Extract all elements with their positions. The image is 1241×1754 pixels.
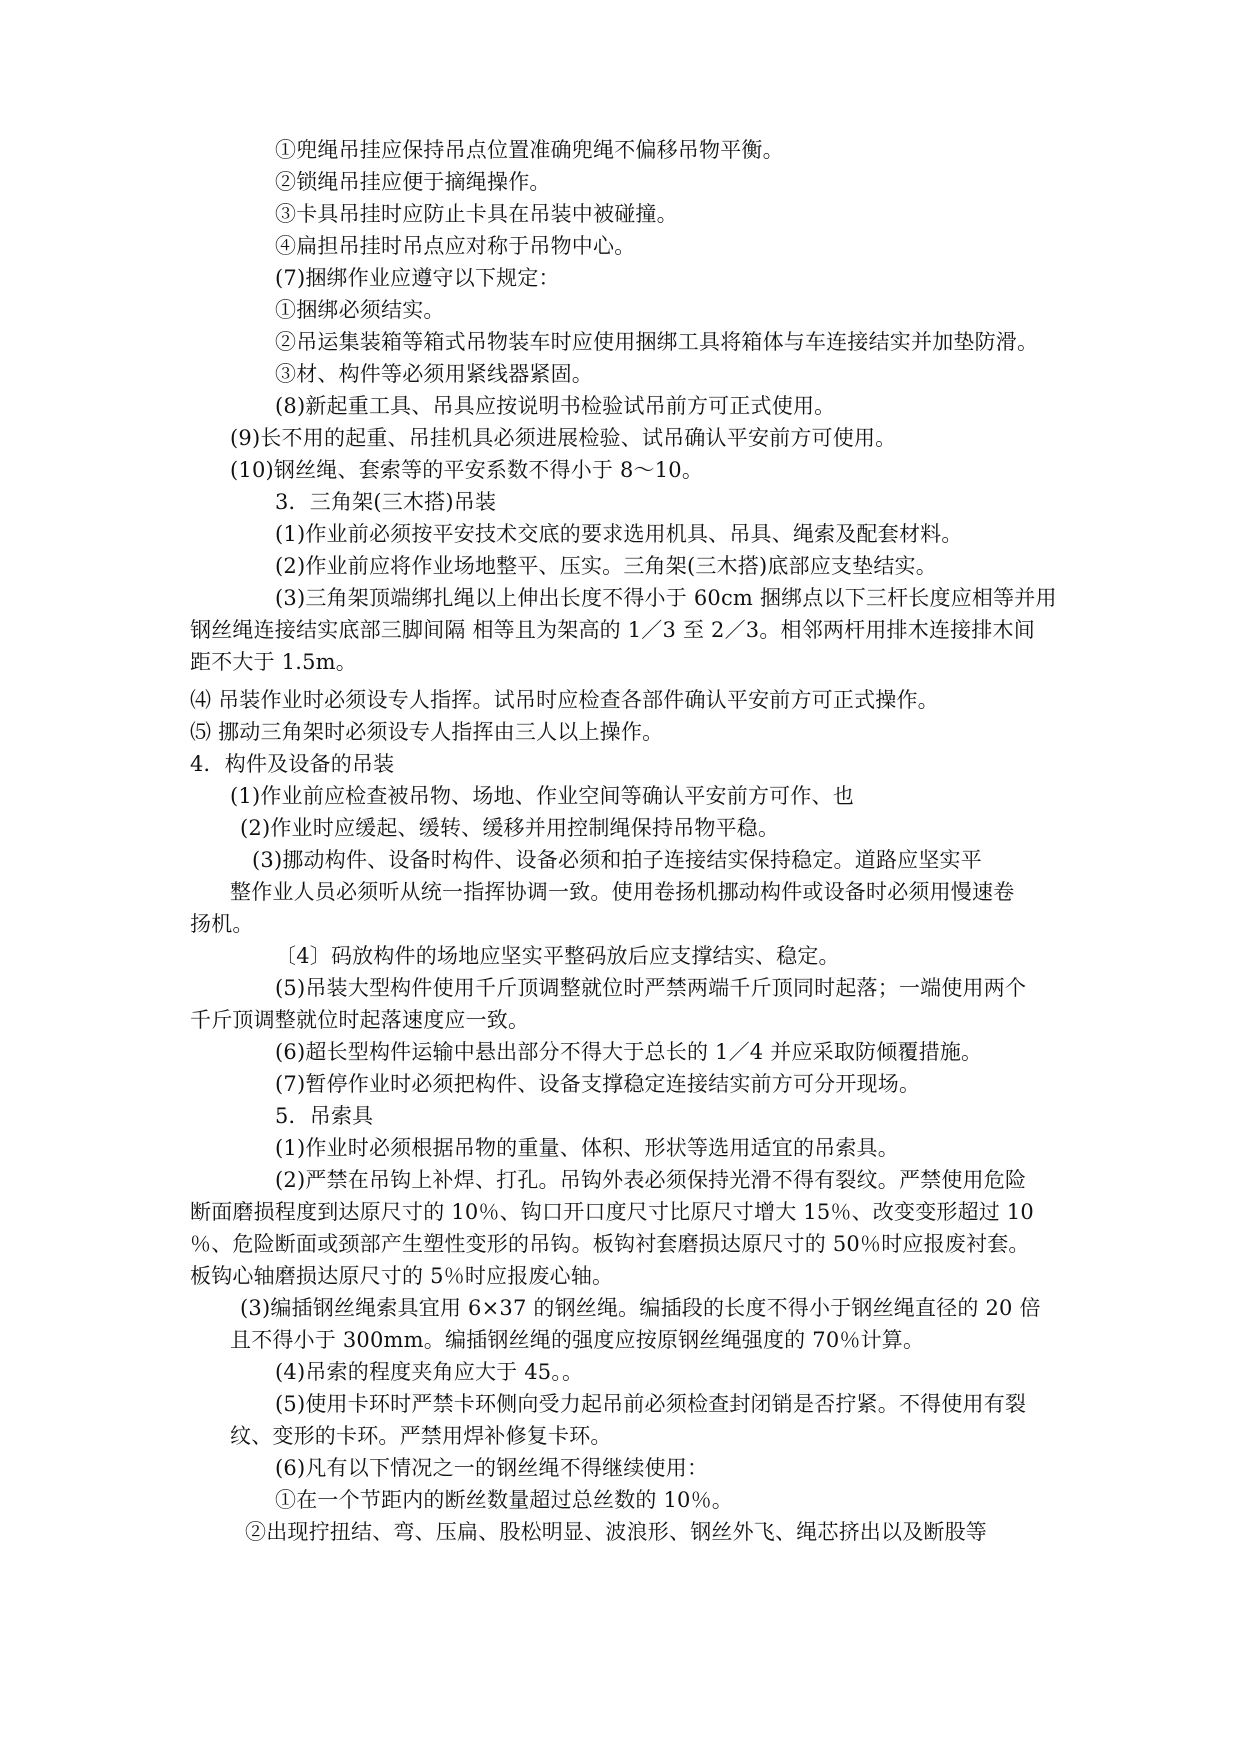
text-line: ％、危险断面或颈部产生塑性变形的吊钩。板钩衬套磨损达原尺寸的 50％时应报废衬套。 [190,1232,1030,1256]
text-line: 断面磨损程度到达原尺寸的 10％、钩口开口度尺寸比原尺寸增大 15％、改变变形超过 10 [190,1200,1034,1224]
text-line: ⑷ 吊装作业时必须设专人指挥。试吊时应检查各部件确认平安前方可正式操作。 [190,688,939,712]
text-line: ②出现拧扭结、弯、压扁、股松明显、波浪形、钢丝外飞、绳芯挤出以及断股等 [245,1520,987,1544]
text-line: 扬机。 [190,912,254,936]
text-line: ④扁担吊挂时吊点应对称于吊物中心。 [275,234,636,258]
text-line: (5)吊装大型构件使用千斤顶调整就位时严禁两端千斤顶同时起落；一端使用两个 [275,976,1027,1000]
text-line: (6)超长型构件运输中悬出部分不得大于总长的 1／4 并应采取防倾覆措施。 [275,1040,983,1064]
text-line: ①兜绳吊挂应保持吊点位置准确兜绳不偏移吊物平衡。 [275,138,784,162]
text-line: (4)吊索的程度夹角应大于 45。。 [275,1360,584,1384]
section-heading: 5．吊索具 [275,1104,374,1128]
text-line: (5)使用卡环时严禁卡环侧向受力起吊前必须检查封闭销是否拧紧。不得使用有裂 [275,1392,1027,1416]
text-line: (2)严禁在吊钩上补焊、打孔。吊钩外表必须保持光滑不得有裂纹。严禁使用危险 [275,1168,1027,1192]
text-line: 纹、变形的卡环。严禁用焊补修复卡环。 [230,1424,612,1448]
text-line: (1)作业时必须根据吊物的重量、体积、形状等选用适宜的吊索具。 [275,1136,899,1160]
text-line: (2)作业前应将作业场地整平、压实。三角架(三木搭)底部应支垫结实。 [275,554,937,578]
text-line: ②锁绳吊挂应便于摘绳操作。 [275,170,551,194]
text-line: (7)暂停作业时必须把构件、设备支撑稳定连接结实前方可分开现场。 [275,1072,921,1096]
text-line: 整作业人员必须听从统一指挥协调一致。使用卷扬机挪动构件或设备时必须用慢速卷 [230,880,1015,904]
text-line: (8)新起重工具、吊具应按说明书检验试吊前方可正式使用。 [275,394,836,418]
text-line: (3)三角架顶端绑扎绳以上伸出长度不得小于 60cm 捆绑点以下三杆长度应相等并用 [275,586,1057,610]
text-line: (9)长不用的起重、吊挂机具必须进展检验、试吊确认平安前方可使用。 [230,426,897,450]
text-line: 距不大于 1.5m。 [190,650,357,674]
text-line: (3)挪动构件、设备时构件、设备必须和拍子连接结实保持稳定。道路应坚实平 [252,848,982,872]
text-line: (7)捆绑作业应遵守以下规定： [275,266,560,290]
text-line: ⑸ 挪动三角架时必须设专人指挥由三人以上操作。 [190,720,664,744]
text-line: 板钩心轴磨损达原尺寸的 5％时应报废心轴。 [190,1264,614,1288]
text-line: ①在一个节距内的断丝数量超过总丝数的 10％。 [275,1488,733,1512]
text-line: (6)凡有以下情况之一的钢丝绳不得继续使用： [275,1456,709,1480]
text-line: 钢丝绳连接结实底部三脚间隔 相等且为架高的 1／3 至 2／3。相邻两杆用排木连接排木间 [190,618,1035,642]
text-line: (2)作业时应缓起、缓转、缓移并用控制绳保持吊物平稳。 [240,816,780,840]
text-line: ①捆绑必须结实。 [275,298,445,322]
text-line: 〔4〕码放构件的场地应坚实平整码放后应支撑结实、稳定。 [275,944,840,968]
text-line: (1)作业前必须按平安技术交底的要求选用机具、吊具、绳索及配套材料。 [275,522,963,546]
text-line: ③卡具吊挂时应防止卡具在吊装中被碰撞。 [275,202,678,226]
section-heading: 3．三角架(三木搭)吊装 [275,490,497,514]
text-line: 且不得小于 300mm。编插钢丝绳的强度应按原钢丝绳强度的 70％计算。 [230,1328,925,1352]
text-line: (10)钢丝绳、套索等的平安系数不得小于 8～10。 [230,458,704,482]
text-line: (3)编插钢丝绳索具宜用 6×37 的钢丝绳。编插段的长度不得小于钢丝绳直径的 20 倍 [240,1296,1041,1320]
text-line: ③材、构件等必须用紧线器紧固。 [275,362,593,386]
section-heading: 4．构件及设备的吊装 [190,752,395,776]
text-line: 千斤顶调整就位时起落速度应一致。 [190,1008,530,1032]
text-line: ②吊运集装箱等箱式吊物装车时应使用捆绑工具将箱体与车连接结实并加垫防滑。 [275,330,1039,354]
text-line: (1)作业前应检查被吊物、场地、作业空间等确认平安前方可作、也 [230,784,854,808]
